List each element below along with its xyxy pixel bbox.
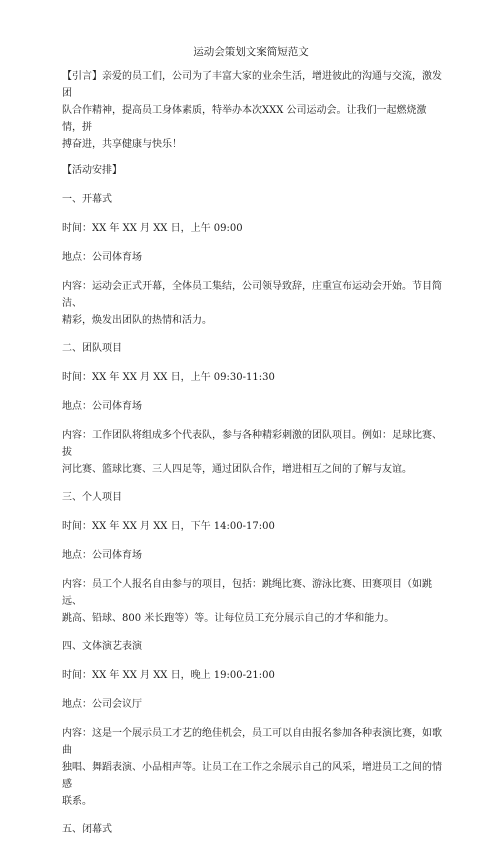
description-line: 跳高、铅球、800 米长跑等）等。让每位员工充分展示自己的才华和能力。 xyxy=(62,613,395,624)
section-place: 地点：公司体育场 xyxy=(62,550,142,561)
section-heading: 一、开幕式 xyxy=(62,194,112,205)
section-heading: 五、闭幕式 xyxy=(62,824,112,835)
schedule-heading: 【活动安排】 xyxy=(62,165,122,176)
section-place: 地点：公司会议厅 xyxy=(62,699,142,710)
section-description xyxy=(62,576,442,627)
section-description xyxy=(62,278,442,329)
section-heading: 四、文体演艺表演 xyxy=(62,641,142,652)
description-line: 河比赛、篮球比赛、三人四足等，通过团队合作，增进相互之间的了解与友谊。 xyxy=(62,464,412,475)
section-place: 地点：公司体育场 xyxy=(62,252,142,263)
section-description xyxy=(62,427,442,478)
section-time: 时间：XX 年 XX 月 XX 日，晚上 19:00-21:00 xyxy=(62,670,275,681)
description-line: 内容：工作团队将组成多个代表队，参与各种精彩刺激的团队项目。例如：足球比赛、拔 xyxy=(62,430,442,458)
document-title: 运动会策划文案简短范文 xyxy=(193,46,309,58)
section-description xyxy=(62,725,442,810)
description-line: 独唱、舞蹈表演、小品相声等。让员工在工作之余展示自己的风采，增进员工之间的情感 xyxy=(62,762,442,790)
section-time: 时间：XX 年 XX 月 XX 日，上午 09:00 xyxy=(62,223,243,234)
intro-line: 队合作精神，提高员工身体素质，特举办本次XXX 公司运动会。让我们一起燃烧激情，拼 xyxy=(62,105,427,133)
section-heading: 三、个人项目 xyxy=(62,492,122,503)
document-body xyxy=(62,68,442,850)
intro-line: 【引言】亲爱的员工们，公司为了丰富大家的业余生活，增进彼此的沟通与交流，激发团 xyxy=(62,71,442,99)
section-time: 时间：XX 年 XX 月 XX 日，下午 14:00-17:00 xyxy=(62,521,275,532)
description-line: 精彩，焕发出团队的热情和活力。 xyxy=(62,315,212,326)
section-heading: 二、团队项目 xyxy=(62,343,122,354)
intro-paragraph xyxy=(62,68,442,153)
description-line: 内容：员工个人报名自由参与的项目，包括：跳绳比赛、游泳比赛、田赛项目（如跳远、 xyxy=(62,579,432,607)
section-time: 时间：XX 年 XX 月 XX 日，上午 09:30-11:30 xyxy=(62,372,275,383)
section-place: 地点：公司体育场 xyxy=(62,401,142,412)
description-line: 内容：运动会正式开幕，全体员工集结，公司领导致辞，庄重宣布运动会开始。节目简洁、 xyxy=(62,281,442,309)
description-line: 联系。 xyxy=(62,796,92,807)
intro-line: 搏奋进，共享健康与快乐！ xyxy=(62,139,182,150)
description-line: 内容：这是一个展示员工才艺的绝佳机会，员工可以自由报名参加各种表演比赛，如歌曲 xyxy=(62,728,442,756)
